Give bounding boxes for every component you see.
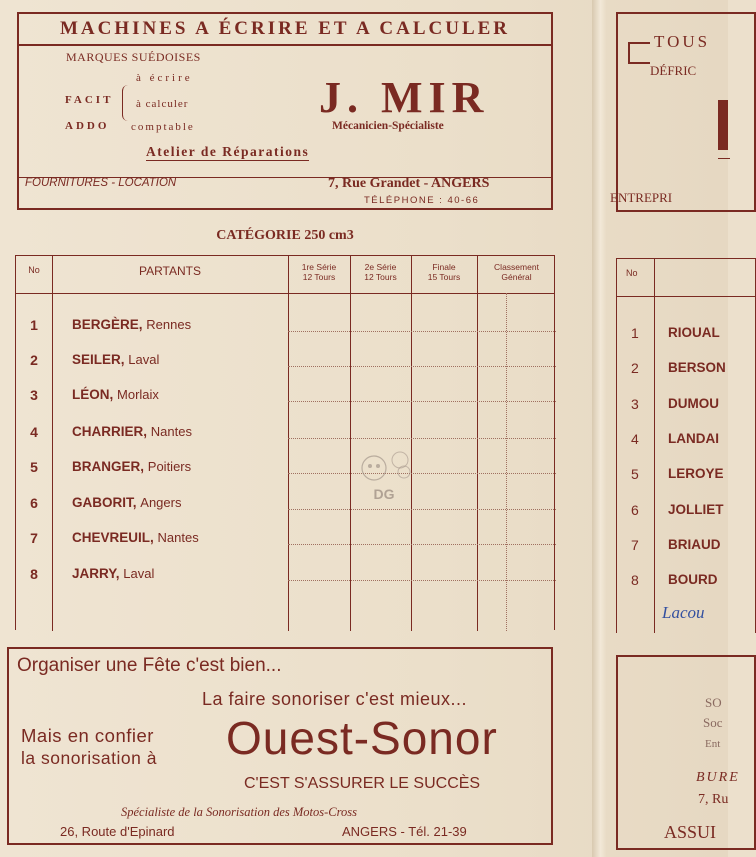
row-number: 1 <box>30 317 38 333</box>
right-row-number: 4 <box>631 431 639 447</box>
right-ent: Ent <box>705 738 721 750</box>
row-number: 4 <box>30 424 38 440</box>
header-finale <box>411 262 477 282</box>
ouest-sonor-advertisement <box>7 647 553 845</box>
right-row-number: 5 <box>631 466 639 482</box>
right-header-divider <box>616 296 756 297</box>
ad-line-4: la sonorisation à <box>21 748 157 768</box>
right-assu: ASSUI <box>664 822 717 842</box>
rider-surname: JARRY, <box>72 566 120 581</box>
right-entrepri: ENTREPRI <box>610 190 673 205</box>
rider-name <box>72 530 199 545</box>
watermark-icon <box>356 444 418 504</box>
a-calculer-text: à calculer <box>136 98 189 110</box>
table-row <box>16 495 556 519</box>
right-rider: DUMOU <box>668 396 719 411</box>
right-tous: TOUS <box>654 32 711 51</box>
rider-surname: LÉON, <box>72 387 114 402</box>
specialist-text: Spécialiste de la Sonorisation des Motos-Cross <box>121 805 357 819</box>
serie1-tours: 12 Tours <box>302 272 336 282</box>
address-left: 26, Route d'Epinard <box>60 824 175 839</box>
j-mir-logo: J. MIR <box>319 73 490 122</box>
right-so: SO <box>705 695 722 710</box>
rider-surname: GABORIT, <box>72 495 137 510</box>
table-row <box>16 317 556 341</box>
right-row-number: 8 <box>631 572 639 588</box>
right-rider: BERSON <box>668 360 726 375</box>
rider-surname: BRANGER, <box>72 459 145 474</box>
right-col-divider <box>654 258 655 633</box>
rider-surname: BERGÈRE, <box>72 317 143 332</box>
finale-label: Finale <box>432 262 456 272</box>
ad-title: MACHINES A ÉCRIRE ET A CALCULER <box>19 14 551 46</box>
ouest-sonor-brand: Ouest-Sonor <box>226 712 498 764</box>
rider-name <box>72 566 154 581</box>
a-ecrire-text: à écrire <box>136 72 193 84</box>
rider-name <box>72 387 159 402</box>
right-rider: LEROYE <box>668 466 724 481</box>
right-rider: BOURD <box>668 572 718 587</box>
slogan-text: C'EST S'ASSURER LE SUCCÈS <box>244 775 481 792</box>
right-defric: DÉFRIC <box>650 63 697 78</box>
rider-name <box>72 495 181 510</box>
row-number: 3 <box>30 387 38 403</box>
dotted-line <box>288 401 556 402</box>
atelier-text: Atelier de Réparations <box>146 144 310 159</box>
row-number: 5 <box>30 459 38 475</box>
right-rider: JOLLIET <box>668 502 724 517</box>
right-partial-page <box>606 0 740 857</box>
rider-city: Nantes <box>150 424 192 439</box>
header-serie2 <box>350 262 411 282</box>
header-classement <box>477 262 556 282</box>
brace <box>122 85 129 121</box>
ad-line-1: Organiser une Fête c'est bien... <box>17 655 282 676</box>
right-header-no: No <box>626 268 638 278</box>
rider-name <box>72 317 191 332</box>
table-row <box>16 566 556 590</box>
addo-brand: ADDO <box>65 120 110 132</box>
right-bottom-ad <box>616 655 756 850</box>
right-row-number: 7 <box>631 537 639 553</box>
rider-surname: CHEVREUIL, <box>72 530 154 545</box>
right-logo-fragment <box>718 100 728 150</box>
role-text: Mécanicien-Spécialiste <box>332 120 444 132</box>
right-rider: LANDAI <box>668 431 719 446</box>
rider-city: Laval <box>128 352 160 367</box>
right-logo-line <box>718 158 730 159</box>
dg-watermark <box>356 444 418 504</box>
rider-surname: CHARRIER, <box>72 424 148 439</box>
classement-label: Classement <box>494 262 539 272</box>
handwritten-entry: Lacou <box>662 603 705 622</box>
right-row-number: 1 <box>631 325 639 341</box>
right-bracket <box>628 42 650 64</box>
starters-table <box>15 255 555 630</box>
facit-brand: FACIT <box>65 94 114 106</box>
watermark-text: DG <box>373 486 395 502</box>
comptable-text: comptable <box>131 121 195 133</box>
dotted-line <box>288 544 556 545</box>
page-fold <box>592 0 606 857</box>
dotted-line <box>288 473 556 474</box>
header-partants: PARTANTS <box>138 264 201 278</box>
rider-city: Laval <box>123 566 155 581</box>
right-soc: Soc <box>703 715 723 730</box>
category-title: CATÉGORIE 250 cm3 <box>216 228 354 243</box>
right-rider: BRIAUD <box>668 537 721 552</box>
rider-city: Rennes <box>146 317 192 332</box>
serie1-label: 1re Série <box>301 262 337 272</box>
general-label: Général <box>501 272 532 282</box>
right-rider: RIOUAL <box>668 325 720 340</box>
header-serie1 <box>288 262 350 282</box>
row-number: 8 <box>30 566 38 582</box>
address-right: ANGERS - Tél. 21-39 <box>342 824 467 839</box>
right-row-number: 6 <box>631 502 639 518</box>
table-row <box>16 530 556 554</box>
brands-label: MARQUES SUÉDOISES <box>66 50 201 64</box>
rider-name <box>72 424 192 439</box>
right-ru: 7, Ru <box>698 792 729 807</box>
fournitures-text: FOURNITURES - LOCATION <box>25 177 177 189</box>
ad-line-2: La faire sonoriser c'est mieux... <box>202 689 468 709</box>
dotted-line <box>288 438 556 439</box>
rider-city: Angers <box>140 495 182 510</box>
row-number: 2 <box>30 352 38 368</box>
rider-city: Poitiers <box>147 459 192 474</box>
serie2-label: 2e Série <box>364 262 397 272</box>
rider-city: Morlaix <box>117 387 159 402</box>
table-row <box>16 459 556 483</box>
right-row-number: 2 <box>631 360 639 376</box>
rider-city: Nantes <box>157 530 199 545</box>
table-row <box>16 424 556 448</box>
right-bure: BURE <box>696 770 740 785</box>
dotted-line <box>288 509 556 510</box>
phone-text: TÉLÉPHONE : 40-66 <box>364 195 480 206</box>
finale-tours: 15 Tours <box>427 272 461 282</box>
header-divider <box>16 293 554 294</box>
table-row <box>16 387 556 411</box>
rider-name <box>72 352 159 367</box>
row-number: 7 <box>30 530 38 546</box>
row-number: 6 <box>30 495 38 511</box>
header-no: No <box>28 265 40 275</box>
dotted-line <box>288 331 556 332</box>
dotted-line <box>288 580 556 581</box>
rider-name <box>72 459 191 474</box>
address-text: 7, Rue Grandet - ANGERS <box>328 176 490 191</box>
right-row-number: 3 <box>631 396 639 412</box>
dotted-line <box>288 366 556 367</box>
ad-line-3: Mais en confier <box>21 725 154 746</box>
serie2-tours: 12 Tours <box>364 272 397 282</box>
rider-surname: SEILER, <box>72 352 125 367</box>
typewriter-advertisement <box>17 12 553 210</box>
table-row <box>16 352 556 376</box>
